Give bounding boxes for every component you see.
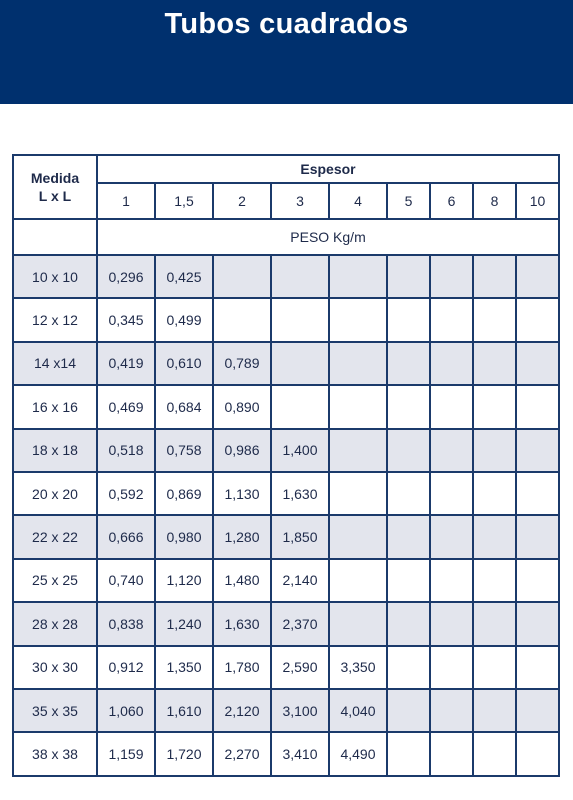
weight-cell [329, 298, 387, 341]
size-cell: 25 x 25 [13, 559, 97, 602]
measure-header-line1: Medida [30, 170, 80, 186]
weight-cell [430, 646, 473, 689]
weight-cell [473, 732, 516, 775]
weight-cell [473, 298, 516, 341]
weight-cell [329, 515, 387, 558]
thickness-header-cell: 6 [430, 183, 473, 219]
weight-cell [430, 689, 473, 732]
weight-cell: 3,410 [271, 732, 329, 775]
thickness-header-cell: 4 [329, 183, 387, 219]
weight-cell: 0,499 [155, 298, 213, 341]
weight-cell [430, 732, 473, 775]
weight-cell [473, 515, 516, 558]
weights-table [12, 154, 560, 777]
size-cell: 14 x14 [13, 342, 97, 385]
weight-cell [473, 472, 516, 515]
table-row [13, 732, 559, 775]
weight-cell: 1,120 [155, 559, 213, 602]
weight-cell [271, 255, 329, 298]
weight-cell: 3,350 [329, 646, 387, 689]
weight-cell [387, 298, 430, 341]
weight-cell: 0,425 [155, 255, 213, 298]
weight-cell: 4,490 [329, 732, 387, 775]
weight-cell [516, 255, 559, 298]
weight-cell [473, 429, 516, 472]
weight-cell [271, 342, 329, 385]
weight-cell: 0,890 [213, 385, 271, 428]
weight-cell: 0,345 [97, 298, 155, 341]
weight-cell: 0,740 [97, 559, 155, 602]
weight-cell [430, 602, 473, 645]
weight-cell: 1,850 [271, 515, 329, 558]
table-row [13, 342, 559, 385]
weight-cell [430, 342, 473, 385]
weight-cell [387, 255, 430, 298]
size-cell: 38 x 38 [13, 732, 97, 775]
weight-cell [387, 559, 430, 602]
weight-cell [516, 732, 559, 775]
thickness-header-cell: 2 [213, 183, 271, 219]
weight-cell [516, 559, 559, 602]
weight-cell [473, 689, 516, 732]
weight-cell [430, 298, 473, 341]
weight-cell: 3,100 [271, 689, 329, 732]
size-cell: 16 x 16 [13, 385, 97, 428]
thickness-header-cell: 5 [387, 183, 430, 219]
weight-cell: 0,592 [97, 472, 155, 515]
weight-cell: 1,610 [155, 689, 213, 732]
table-row [13, 429, 559, 472]
weight-cell [329, 559, 387, 602]
title-banner [0, 0, 573, 104]
weight-cell: 0,789 [213, 342, 271, 385]
table-row [13, 689, 559, 732]
weight-cell: 0,296 [97, 255, 155, 298]
weight-cell: 0,419 [97, 342, 155, 385]
table-row [13, 298, 559, 341]
table-row [13, 385, 559, 428]
weight-cell: 2,140 [271, 559, 329, 602]
table-row [13, 602, 559, 645]
weight-cell: 1,280 [213, 515, 271, 558]
thickness-header-cell: 10 [516, 183, 559, 219]
measure-header [13, 155, 97, 219]
weight-cell: 2,270 [213, 732, 271, 775]
weight-cell [387, 602, 430, 645]
weight-cell: 1,480 [213, 559, 271, 602]
weight-cell [213, 298, 271, 341]
size-cell: 12 x 12 [13, 298, 97, 341]
weight-cell [387, 732, 430, 775]
weight-cell [430, 515, 473, 558]
weight-cell: 1,060 [97, 689, 155, 732]
weight-cell [516, 342, 559, 385]
weight-cell: 1,720 [155, 732, 213, 775]
unit-label: PESO Kg/m [97, 219, 559, 255]
weight-cell [387, 385, 430, 428]
weight-cell [473, 385, 516, 428]
weight-cell: 1,780 [213, 646, 271, 689]
weight-cell: 0,838 [97, 602, 155, 645]
weight-cell [271, 298, 329, 341]
thickness-header-cell: 1 [97, 183, 155, 219]
size-cell: 10 x 10 [13, 255, 97, 298]
weight-cell [387, 472, 430, 515]
weight-cell [516, 385, 559, 428]
table-row [13, 559, 559, 602]
weight-cell [473, 255, 516, 298]
weight-cell [387, 689, 430, 732]
page-title: Tubos cuadrados [164, 8, 409, 40]
weight-cell [329, 429, 387, 472]
weight-cell: 4,040 [329, 689, 387, 732]
weight-cell: 1,400 [271, 429, 329, 472]
weight-cell: 0,610 [155, 342, 213, 385]
weight-cell [329, 385, 387, 428]
weight-cell: 1,350 [155, 646, 213, 689]
weight-cell [329, 255, 387, 298]
weight-cell: 0,869 [155, 472, 213, 515]
weight-cell [329, 602, 387, 645]
weight-cell: 0,666 [97, 515, 155, 558]
weight-cell [430, 255, 473, 298]
weight-cell [387, 515, 430, 558]
weight-cell [430, 385, 473, 428]
espesor-header: Espesor [97, 155, 559, 183]
thickness-header-cell: 8 [473, 183, 516, 219]
weight-cell: 2,590 [271, 646, 329, 689]
table-row [13, 646, 559, 689]
weight-cell [516, 429, 559, 472]
weight-cell [387, 646, 430, 689]
weight-cell: 0,758 [155, 429, 213, 472]
weight-cell: 1,630 [213, 602, 271, 645]
measure-header-line2: L x L [38, 188, 72, 204]
size-cell: 20 x 20 [13, 472, 97, 515]
weight-cell [516, 689, 559, 732]
weight-cell [430, 429, 473, 472]
table-row [13, 255, 559, 298]
size-cell: 35 x 35 [13, 689, 97, 732]
weight-cell [430, 472, 473, 515]
weight-cell [387, 429, 430, 472]
weight-cell [516, 298, 559, 341]
size-cell: 30 x 30 [13, 646, 97, 689]
weight-cell [213, 255, 271, 298]
weight-cell [329, 472, 387, 515]
weight-cell: 0,986 [213, 429, 271, 472]
table-row [13, 472, 559, 515]
table-body [13, 255, 559, 776]
unit-row-blank-cell [13, 219, 97, 255]
weight-cell [473, 646, 516, 689]
thickness-header-cell: 1,5 [155, 183, 213, 219]
weight-cell: 1,630 [271, 472, 329, 515]
table-row [13, 515, 559, 558]
weight-cell [516, 602, 559, 645]
weight-cell [473, 602, 516, 645]
weight-cell [516, 472, 559, 515]
weight-cell: 1,240 [155, 602, 213, 645]
weight-cell: 1,159 [97, 732, 155, 775]
weight-cell: 0,912 [97, 646, 155, 689]
weight-cell [473, 559, 516, 602]
weight-cell [271, 385, 329, 428]
weight-cell: 2,120 [213, 689, 271, 732]
weight-cell: 0,684 [155, 385, 213, 428]
weight-cell [329, 342, 387, 385]
thickness-header-cell: 3 [271, 183, 329, 219]
weight-cell [473, 342, 516, 385]
size-cell: 18 x 18 [13, 429, 97, 472]
weight-cell: 2,370 [271, 602, 329, 645]
weight-cell [387, 342, 430, 385]
weight-cell [516, 515, 559, 558]
size-cell: 22 x 22 [13, 515, 97, 558]
weight-cell [516, 646, 559, 689]
weight-cell: 0,518 [97, 429, 155, 472]
size-cell: 28 x 28 [13, 602, 97, 645]
weight-cell: 0,980 [155, 515, 213, 558]
weight-cell: 1,130 [213, 472, 271, 515]
weight-cell: 0,469 [97, 385, 155, 428]
weight-cell [430, 559, 473, 602]
